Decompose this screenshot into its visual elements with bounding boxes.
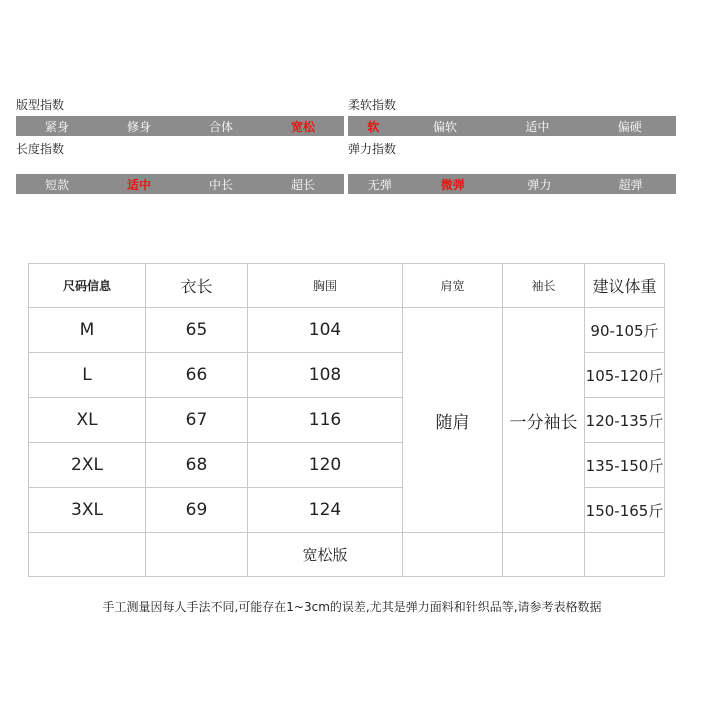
size-table	[28, 263, 665, 577]
length-cell: 68	[146, 443, 248, 488]
softness-index-label: 柔软指数	[348, 98, 397, 112]
sleeve-cell: 一分袖长	[503, 308, 585, 533]
weight-cell: 120-135斤	[585, 398, 665, 443]
header-chest: 胸围	[248, 264, 403, 308]
softness-index-bar	[348, 116, 676, 136]
header-length: 衣长	[146, 264, 248, 308]
shoulder-cell: 随肩	[403, 308, 503, 533]
empty-cell	[585, 533, 665, 577]
elasticity-index-option: 超弹	[618, 177, 643, 192]
chest-cell: 124	[248, 488, 403, 533]
empty-cell	[503, 533, 585, 577]
fit-type-cell: 宽松版	[248, 533, 403, 577]
weight-cell: 105-120斤	[585, 353, 665, 398]
fit-index-label: 版型指数	[16, 98, 65, 112]
header-sleeve: 袖长	[503, 264, 585, 308]
fit-index-bar	[16, 116, 344, 136]
chest-cell: 116	[248, 398, 403, 443]
softness-index-option: 软	[367, 119, 380, 134]
length-cell: 66	[146, 353, 248, 398]
weight-cell: 150-165斤	[585, 488, 665, 533]
header-size: 尺码信息	[29, 264, 146, 308]
softness-index-option: 适中	[525, 119, 550, 134]
softness-index-option: 偏硬	[617, 119, 642, 134]
length-index-label: 长度指数	[16, 142, 65, 156]
fit-index-option: 宽松	[290, 119, 315, 134]
weight-cell: 90-105斤	[585, 308, 665, 353]
size-cell: L	[29, 353, 146, 398]
fit-index-option: 紧身	[44, 119, 69, 134]
elasticity-index-option: 无弹	[367, 177, 392, 192]
size-cell: 3XL	[29, 488, 146, 533]
length-index-option: 适中	[126, 177, 151, 192]
elasticity-index-option: 弹力	[527, 177, 552, 192]
length-cell: 67	[146, 398, 248, 443]
empty-cell	[146, 533, 248, 577]
chest-cell: 104	[248, 308, 403, 353]
length-cell: 69	[146, 488, 248, 533]
softness-index-option: 偏软	[433, 119, 458, 134]
elasticity-index-bar	[348, 174, 676, 194]
size-table-header-row	[29, 264, 665, 308]
empty-cell	[403, 533, 503, 577]
size-cell: XL	[29, 398, 146, 443]
size-cell: M	[29, 308, 146, 353]
table-footer-row	[29, 533, 665, 577]
weight-cell: 135-150斤	[585, 443, 665, 488]
fit-index-option: 修身	[126, 119, 151, 134]
elasticity-index-label: 弹力指数	[348, 142, 397, 156]
length-cell: 65	[146, 308, 248, 353]
fit-index-option: 合体	[208, 119, 233, 134]
chest-cell: 120	[248, 443, 403, 488]
length-index-option: 中长	[208, 177, 233, 192]
header-shoulder: 肩宽	[403, 264, 503, 308]
chest-cell: 108	[248, 353, 403, 398]
length-index-option: 短款	[44, 177, 69, 192]
elasticity-index-option: 微弹	[440, 177, 465, 192]
empty-cell	[29, 533, 146, 577]
measurement-note: 手工测量因每人手法不同,可能存在1~3cm的误差,尤其是弹力面料和针织品等,请参考表格数据	[102, 600, 602, 614]
length-index-option: 超长	[290, 177, 315, 192]
size-cell: 2XL	[29, 443, 146, 488]
length-index-bar	[16, 174, 344, 194]
table-row	[29, 308, 665, 353]
header-weight: 建议体重	[585, 264, 665, 308]
